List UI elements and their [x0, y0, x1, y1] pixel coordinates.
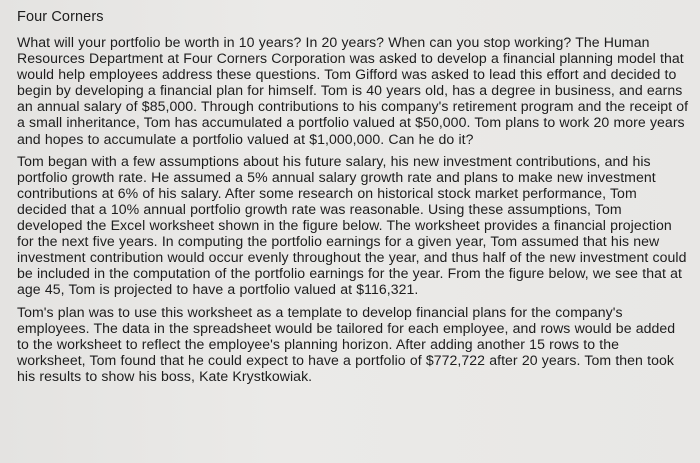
paragraph-plan: Tom's plan was to use this worksheet as a template to develop financial plans for the company's employees. The data in the spreadsheet would be tailored for each employee, and rows would be added to the worksheet to reflect the employee's planning horizon. After adding another 15 rows to the worksheet, Tom found that he could expect to have a portfolio of $772,722 after 20 years. Tom then took his results to show his boss, Kate Krystkowiak.	[17, 303, 676, 384]
paragraph-assumptions: Tom began with a few assumptions about his future salary, his new investment contributions, and his portfolio growth rate. He assumed a 5% annual salary growth rate and plans to make new investment contributions at 6% of his salary. After some research on historical stock market performance, Tom decided that a 10% annual portfolio growth rate was reasonable. Using these assumptions, Tom developed the Excel worksheet shown in the figure below. The worksheet provides a financial projection for the next five years. In computing the portfolio earnings for a given year, Tom assumed that his new investment contribution would occur evenly throughout the year, and thus half of the new investment could be included in the computation of the portfolio earnings for the year. From the figure below, we see that at age 45, Tom is projected to have a portfolio valued at $116,321.	[17, 152, 687, 298]
paragraph-intro: What will your portfolio be worth in 10 years? In 20 years? When can you stop working? The Human Resources Department at Four Corners Corporation was asked to develop a financial planning model that would help employees address these questions. Tom Gifford was asked to lead this effort and decided to begin by developing a financial plan for himself. Tom is 40 years old, has a degree in business, and earns an annual salary of $85,000. Through contributions to his company's retirement program and the receipt of a small inheritance, Tom has accumulated a portfolio valued at $50,000. Tom plans to work 20 more years and hopes to accumulate a portfolio valued at $1,000,000. Can he do it?	[17, 34, 689, 147]
document-title: Four Corners	[17, 9, 104, 25]
